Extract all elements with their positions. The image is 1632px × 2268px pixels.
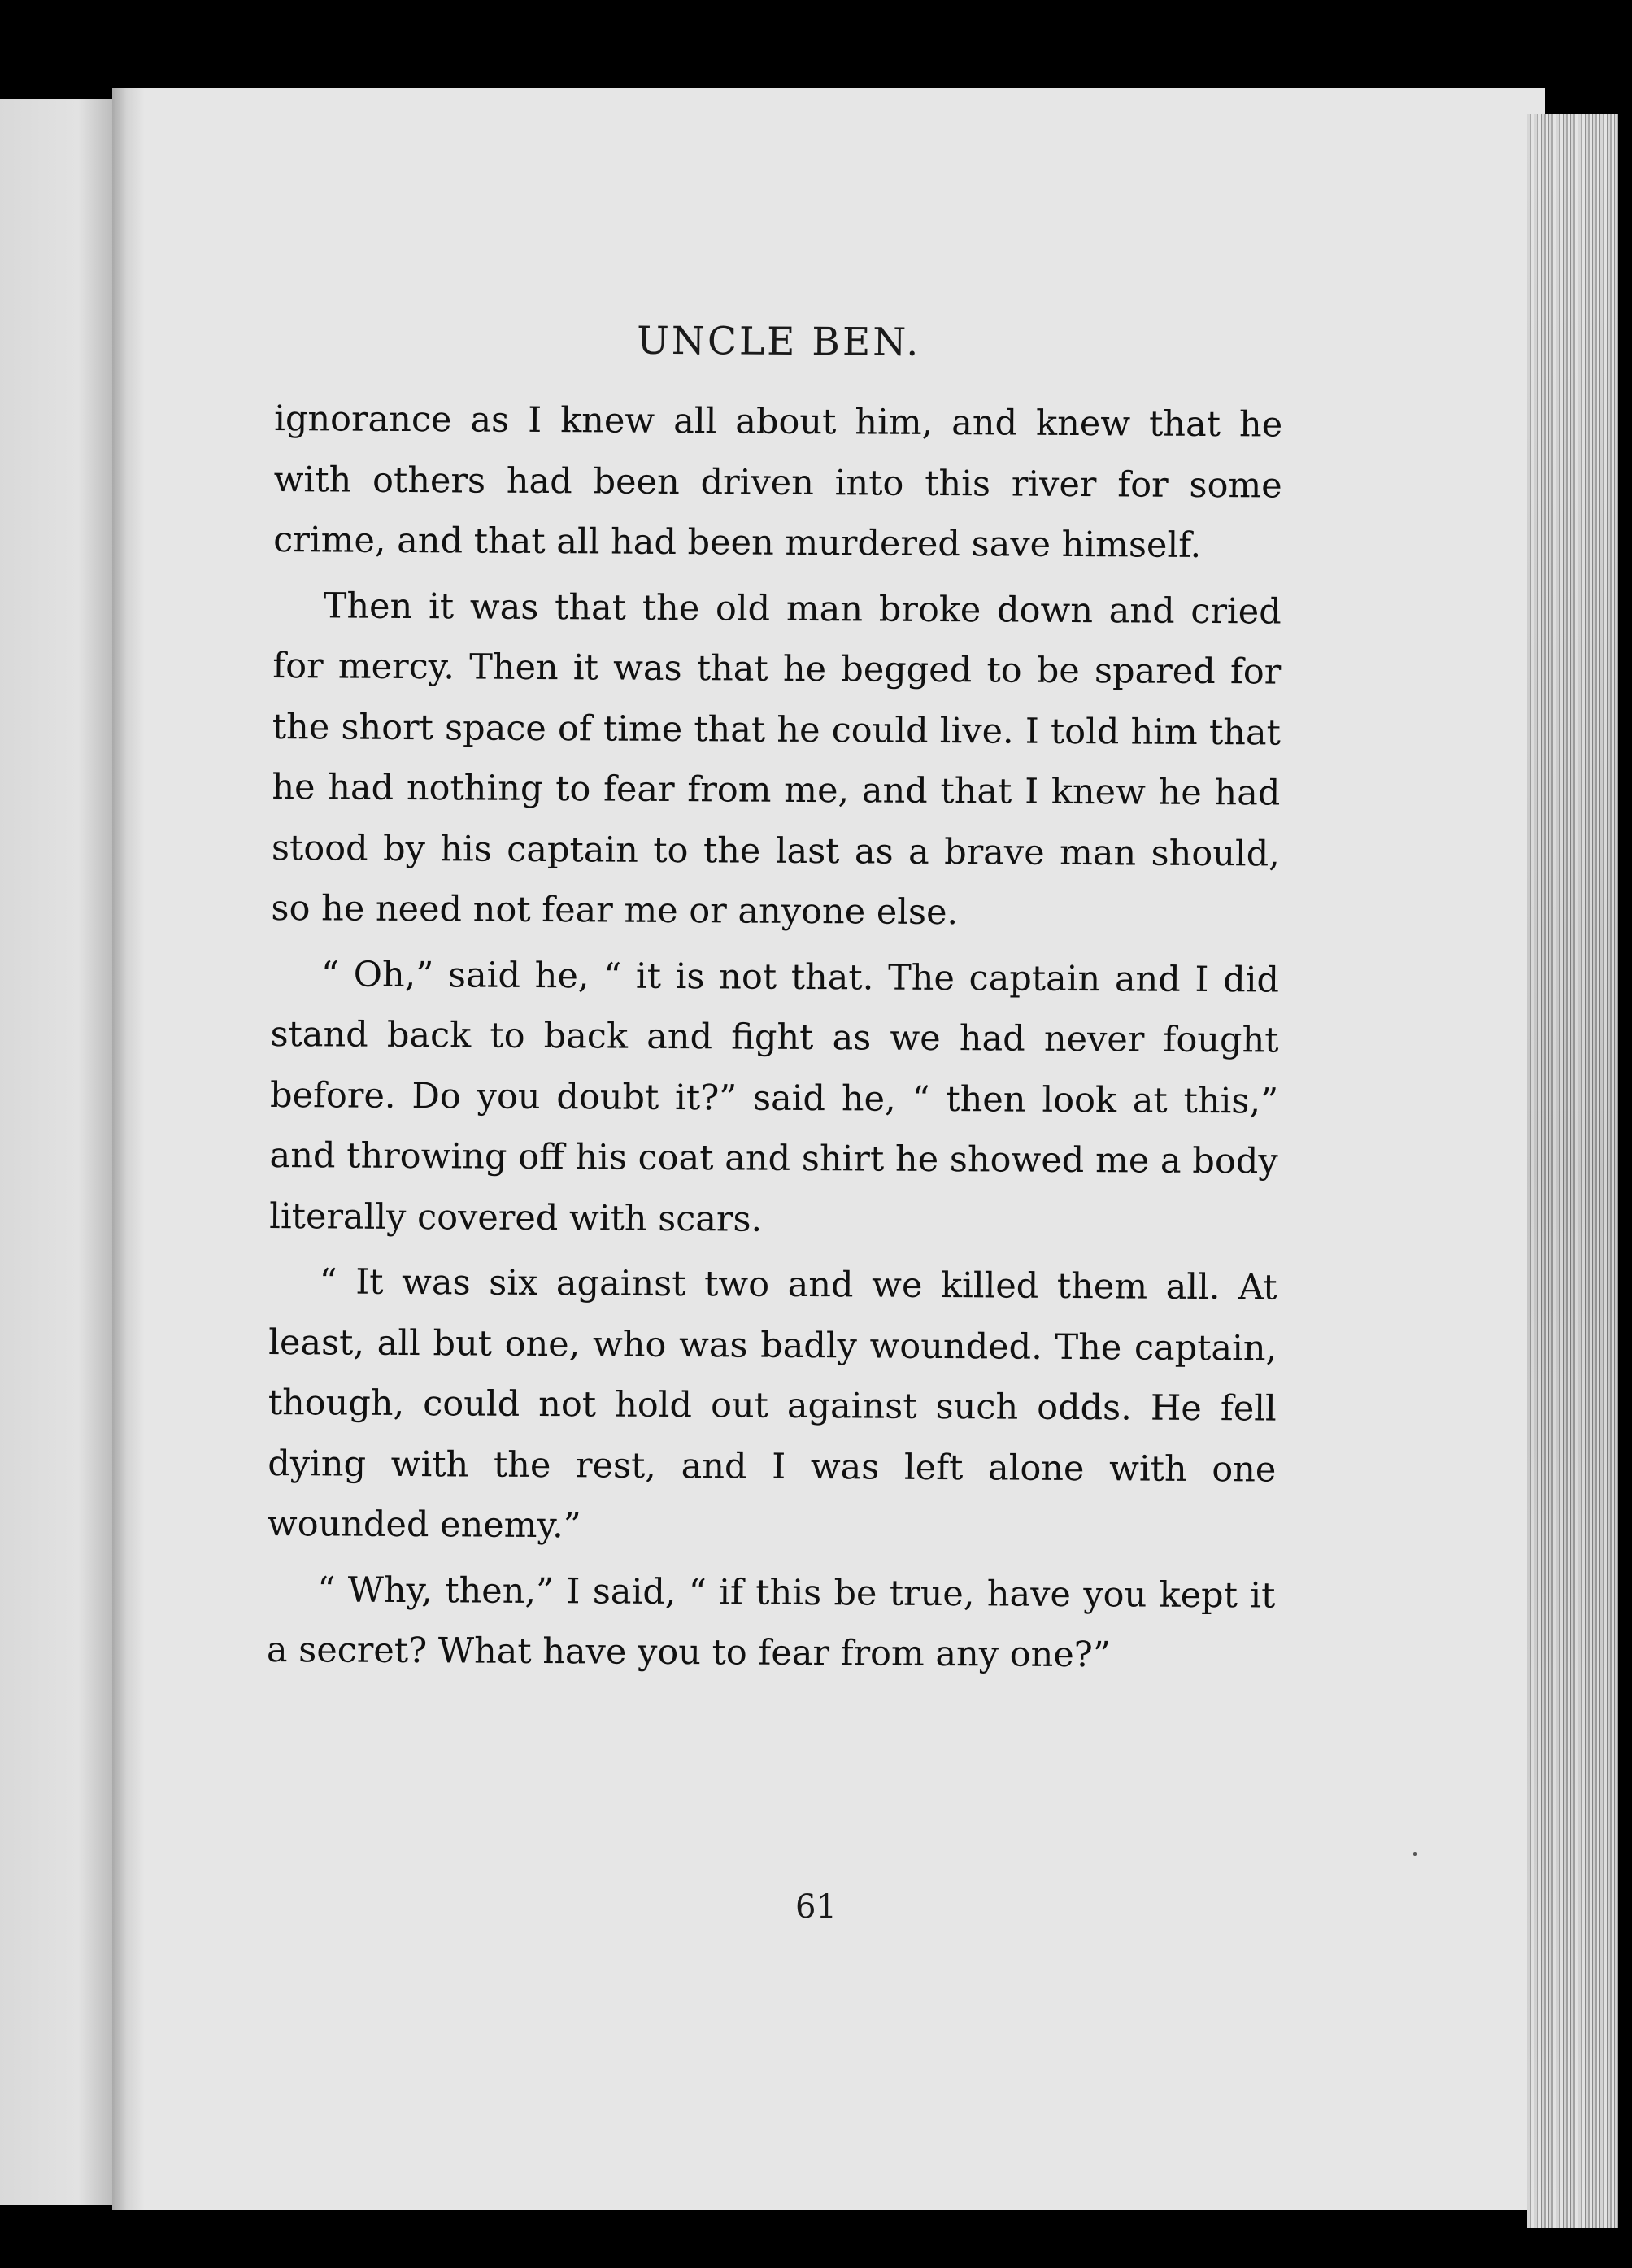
paragraph-4: “ It was six against two and we killed them all. At least, all but one, who was badly wounded. The captain, though, could not hold out against such odds. He fell dying with the rest, and I was left alone with one wounded enemy.” [267, 1261, 1277, 1547]
paragraph-1: ignorance as I knew all about him, and knew that he with others had been driven into this river for some crime, and that all had been murdered save himself. [273, 398, 1283, 566]
page-number: 61 [795, 1888, 837, 1926]
paragraph-2: Then it was that the old man broke down and cried for mercy. Then it was that he begged to be spared for the short space of time that he could live. I told him that he had nothing to fear from me, and that I knew he had stood by his captain to the last as a brave man should, so he need not fear me or anyone else. [271, 585, 1282, 934]
paragraph-5: “ Why, then,” I said, “ if this be true, have you kept it a secret? What have you to fear from any one?” [266, 1569, 1276, 1676]
page-text-block [267, 309, 1283, 1687]
paragraph-3: “ Oh,” said he, “ it is not that. The captain and I did stand back to back and fight as we had never fought before. Do you doubt it?” said he, “ then look at this,” and throwing off his coat and shirt he showed me a body literally covered with scars. [269, 953, 1280, 1240]
running-head: UNCLE BEN. [637, 318, 921, 365]
dust-speck [1413, 1852, 1417, 1856]
